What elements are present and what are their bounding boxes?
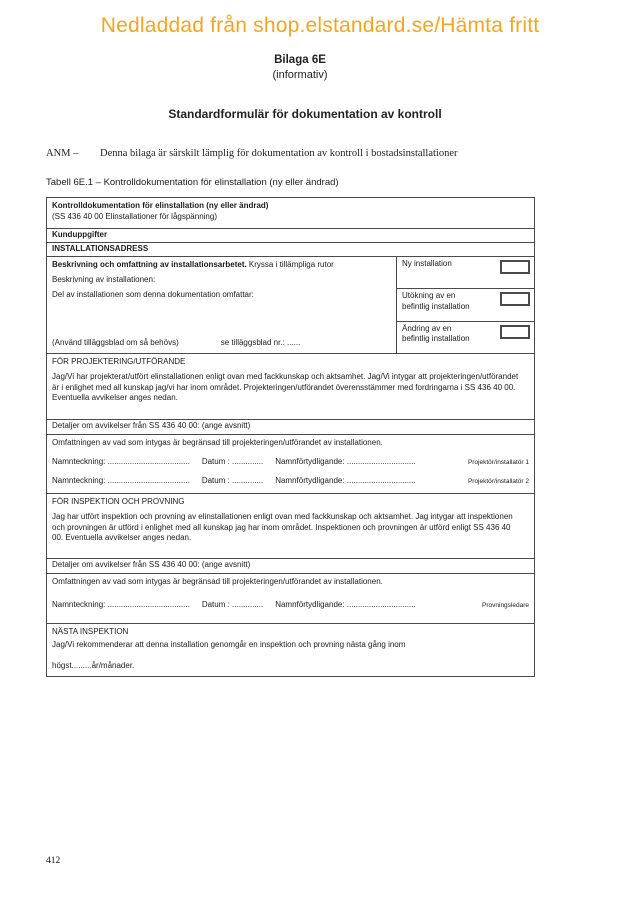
form-header-line2: (SS 436 40 00 Elinstallationer för lågspänning) (52, 211, 217, 221)
andring-checkbox[interactable] (500, 325, 530, 339)
signature-row-projektor-2 (52, 476, 529, 487)
signature-field: Namnteckning: ..................................... (52, 475, 190, 485)
signer-role-label: Provningsledare (482, 601, 529, 609)
note (46, 148, 566, 159)
date-field: Datum : .............. (201, 599, 264, 609)
option-andring-label: Ändring av en befintlig installation (402, 323, 470, 344)
description-intro-bold: Beskrivning och omfattning av installationsarbetet. (52, 260, 247, 269)
option-utokning (397, 288, 534, 320)
utokning-checkbox[interactable] (500, 292, 530, 306)
section-installationsadress: INSTALLATIONSADRESS (47, 242, 534, 256)
section-kunduppgifter: Kunduppgifter (47, 228, 534, 242)
form-header-line1: Kontrolldokumentation för elinstallation (ny eller ändrad) (52, 201, 269, 210)
watermark-banner: Nedladdad från shop.elstandard.se/Hämta fritt (100, 14, 540, 37)
ny-installation-checkbox[interactable] (500, 260, 530, 274)
table-caption: Tabell 6E.1 – Kontrolldokumentation för elinstallation (ny eller ändrad) (46, 177, 339, 188)
option-ny-installation (397, 257, 534, 288)
name-clarification-field: Namnförtydligande: ............................... (275, 475, 416, 485)
document-title: Standardformulär för dokumentation av kontroll (168, 107, 442, 121)
description-intro (52, 260, 391, 271)
projektering-heading: FÖR PROJEKTERING/UTFÖRANDE (52, 357, 186, 366)
name-clarification-field: Namnförtydligande: ............................... (275, 456, 416, 466)
date-field: Datum : .............. (201, 475, 264, 485)
note-label: ANM – (46, 148, 79, 159)
page-number: 412 (46, 856, 61, 866)
projektering-declaration: Jag/Vi har projekterat/utfört elinstallationen enligt ovan med fackkunskap och aktsamhet. Jag/Vi intygar att projekteringen/utförandet är i enlighet med all kunskap jag/vi har inom området. Projekteringen/utförandet överensstämmer med fordringarna i SS 436 40 00. Eventuella avvikelser anges nedan. (52, 371, 519, 403)
note-text: Denna bilaga är särskilt lämplig för dokumentation av kontroll i bostadsinstallationer (100, 148, 458, 159)
installation-description-cell (47, 257, 397, 353)
inspektion-deviations-row: Detaljer om avvikelser från SS 436 40 00: (ange avsnitt) (47, 558, 534, 573)
control-documentation-form (46, 197, 535, 677)
projektering-signature-block (47, 434, 534, 493)
installation-type-column (397, 257, 534, 353)
signer-role-label: Projektör/installatör 1 (467, 458, 529, 466)
inspektion-scope-text: Omfattningen av vad som intygas är begränsad till projekteringen/utförandet av installationen. (52, 577, 383, 586)
description-and-type-row (47, 256, 534, 353)
supplement-note (52, 338, 392, 349)
signature-field: Namnteckning: ..................................... (52, 599, 190, 609)
signature-row-provningsledare (52, 600, 529, 611)
inspektion-heading: FÖR INSPEKTION OCH PROVNING (52, 497, 185, 506)
description-intro-rest: Kryssa i tillämpliga rutor (246, 260, 334, 269)
section-projektering (47, 353, 534, 419)
date-field: Datum : .............. (201, 456, 264, 466)
option-utokning-label: Utökning av en befintlig installation (402, 291, 470, 312)
projektering-deviations-row: Detaljer om avvikelser från SS 436 40 00: (ange avsnitt) (47, 419, 534, 434)
inspektion-declaration: Jag har utfört inspektion och provning av elinstallationen enligt ovan med fackkunskap och aktsamhet. Jag intygar att inspektionen och provningen är utförd i enlighet med all kunskap jag har inom området. Inspektionen och provningen är utförd enligt SS 436 40 00. Eventuella avvikelser anges nedan. (52, 511, 513, 543)
title-block (0, 54, 600, 81)
partial-scope-label: Del av installationen som denna dokumentation omfattar: (52, 289, 254, 299)
form-header (47, 198, 534, 228)
section-inspektion (47, 493, 534, 558)
signature-row-projektor-1 (52, 457, 529, 468)
supplement-note-text: (Använd tilläggsblad om så behövs) (52, 338, 179, 348)
projektering-scope-text: Omfattningen av vad som intygas är begränsad till projekteringen/utförandet av installationen. (52, 438, 383, 447)
signature-field: Namnteckning: ..................................... (52, 456, 190, 466)
section-nasta-inspektion (47, 623, 534, 676)
option-ny-installation-label: Ny installation (402, 259, 452, 268)
description-field-label: Beskrivning av installationen: (52, 274, 156, 284)
signer-role-label: Projektör/installatör 2 (467, 477, 529, 485)
inspektion-signature-block (47, 573, 534, 623)
nasta-inspektion-interval: högst.........år/månader. (52, 660, 135, 670)
appendix-subtitle: (informativ) (272, 69, 328, 81)
nasta-inspektion-recommendation: Jag/Vi rekommenderar att denna installation genomgår en inspektion och provning nästa gång inom (52, 639, 406, 649)
appendix-title: Bilaga 6E (274, 54, 326, 66)
name-clarification-field: Namnförtydligande: ............................... (275, 599, 416, 609)
option-andring (397, 321, 534, 353)
supplement-sheet-number: se tilläggsblad nr.: ...... (220, 338, 301, 348)
nasta-inspektion-heading: NÄSTA INSPEKTION (52, 627, 129, 636)
